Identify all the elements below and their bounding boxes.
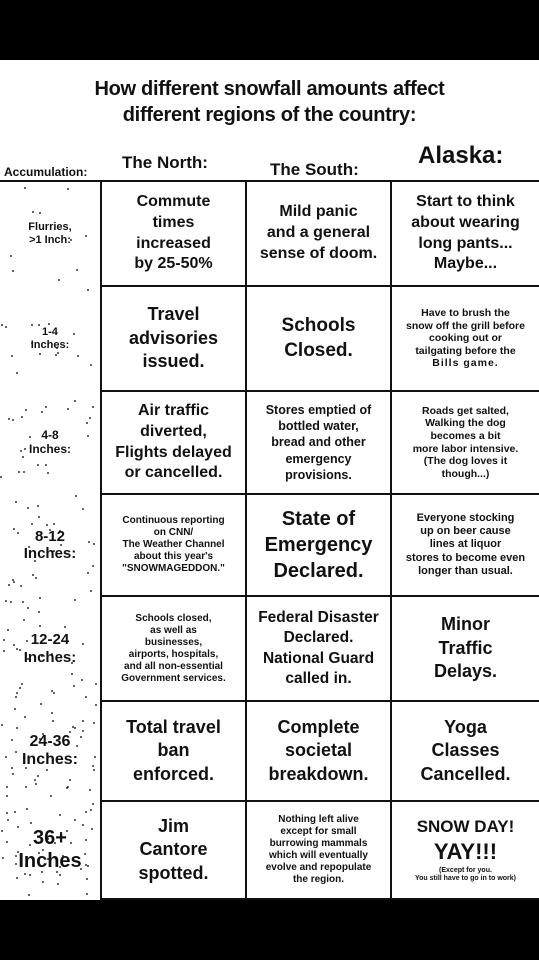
cell-line: ban xyxy=(157,740,190,761)
accumulation-label xyxy=(0,802,100,898)
cell-line: Declared. xyxy=(273,560,364,582)
cell-line: provisions. xyxy=(285,467,352,482)
cell-line: Total travel xyxy=(126,716,221,737)
accumulation-text xyxy=(29,429,71,457)
accumulation-label xyxy=(0,597,100,700)
cell-text xyxy=(266,402,372,483)
cell-line: becomes a bit xyxy=(430,429,501,442)
cell-line: the region. xyxy=(292,874,345,885)
cell-line: Start to think xyxy=(416,192,515,210)
cell-line: YAY!!! xyxy=(433,839,498,865)
cell-text xyxy=(420,716,510,786)
cell-text xyxy=(115,401,231,484)
cell-south xyxy=(247,802,390,898)
cell-text xyxy=(413,405,519,481)
cell-north xyxy=(102,287,245,390)
cell-line: Bills game. xyxy=(432,357,499,370)
accumulation-line: Inches: xyxy=(28,441,71,456)
cell-text xyxy=(415,816,516,883)
cell-alaska xyxy=(392,802,539,898)
cell-line: Continuous reporting xyxy=(122,515,225,526)
cell-north xyxy=(102,182,245,285)
header-alaska: Alaska: xyxy=(418,142,504,169)
cell-line: sense of doom. xyxy=(259,244,378,262)
cell-line: Yoga xyxy=(444,716,487,737)
cell-line: and all non-essential xyxy=(124,660,223,672)
cell-line: breakdown. xyxy=(268,763,369,784)
cell-text xyxy=(258,608,379,689)
cell-line: except for small xyxy=(280,826,357,837)
cell-line: called in. xyxy=(285,669,352,687)
accumulation-line: 4-8 xyxy=(41,427,59,442)
cell-line: You still have to go in to work) xyxy=(415,875,516,883)
accumulation-label xyxy=(0,392,100,493)
accumulation-text xyxy=(24,528,77,563)
accumulation-label xyxy=(0,702,100,800)
cell-line: cooking out or xyxy=(429,332,502,345)
cell-alaska xyxy=(392,597,539,700)
cell-line: enforced. xyxy=(132,763,214,784)
cell-line: spotted. xyxy=(138,862,209,883)
cell-line: which will eventually xyxy=(269,850,368,861)
cell-line: airports, hospitals, xyxy=(128,648,219,660)
cell-line: Federal Disaster xyxy=(258,609,379,627)
cell-line: issued. xyxy=(142,351,205,372)
accumulation-text xyxy=(31,326,70,351)
cell-line: Traffic xyxy=(438,637,493,658)
cell-alaska xyxy=(392,392,539,493)
cell-text xyxy=(406,512,525,578)
cell-alaska xyxy=(392,702,539,800)
cell-line: evolve and repopulate xyxy=(265,862,372,873)
cell-south xyxy=(247,495,390,595)
cell-text xyxy=(434,613,497,683)
accumulation-line: >1 Inch: xyxy=(29,233,71,246)
accumulation-label xyxy=(0,287,100,390)
cell-text xyxy=(260,202,377,264)
cell-line: Travel xyxy=(147,304,200,325)
cell-line: up on beer cause xyxy=(420,525,511,538)
cell-alaska xyxy=(392,182,539,285)
cell-line: Schools closed, xyxy=(135,612,212,624)
cell-north xyxy=(102,597,245,700)
accumulation-line: 24-36 xyxy=(29,732,71,750)
cell-line: Mild panic xyxy=(279,203,358,221)
cell-line: longer than usual. xyxy=(418,564,513,577)
cell-line: Commute xyxy=(136,192,211,210)
accumulation-line: Inches: xyxy=(23,648,77,666)
cell-line: Minor xyxy=(440,614,490,635)
accumulation-line: 8-12 xyxy=(34,527,65,545)
cell-line: about this year's xyxy=(133,551,214,562)
cell-line: lines at liquor xyxy=(429,538,502,551)
accumulation-line: 36+ xyxy=(33,827,67,849)
cell-line: on CNN/ xyxy=(153,527,194,538)
cell-north xyxy=(102,702,245,800)
meme-sheet xyxy=(0,60,539,900)
title-line-2: different regions of the country: xyxy=(122,104,417,126)
cell-text xyxy=(139,815,209,885)
cell-line: emergency xyxy=(285,451,352,466)
cell-line: Flights delayed xyxy=(115,443,232,461)
cell-line: as well as xyxy=(150,624,197,636)
cell-line: Cancelled. xyxy=(420,763,511,784)
cell-line: (Except for you. xyxy=(439,866,492,874)
cell-text xyxy=(268,716,368,786)
cell-north xyxy=(102,495,245,595)
cell-text xyxy=(406,307,525,370)
cell-line: Emergency xyxy=(264,534,373,556)
cell-north xyxy=(102,802,245,898)
header-accumulation: Accumulation: xyxy=(4,165,88,179)
cell-line: Delays. xyxy=(433,661,498,682)
accumulation-text xyxy=(24,631,77,666)
cell-line: times xyxy=(152,213,195,231)
row-divider xyxy=(100,898,539,900)
cell-line: long pants... xyxy=(418,234,513,252)
cell-line: Declared. xyxy=(283,629,354,647)
accumulation-text xyxy=(18,827,81,873)
cell-line: Have to brush the xyxy=(421,307,510,320)
cell-text xyxy=(129,303,218,373)
cell-line: Schools xyxy=(281,314,356,336)
accumulation-line: Inches xyxy=(18,850,82,872)
cell-line: more labor intensive. xyxy=(412,442,519,455)
cell-alaska xyxy=(392,287,539,390)
cell-line: burrowing mammals xyxy=(269,838,368,849)
cell-text xyxy=(134,192,212,275)
cell-south xyxy=(247,392,390,493)
cell-alaska xyxy=(392,495,539,595)
cell-line: though...) xyxy=(441,467,490,480)
accumulation-label xyxy=(0,182,100,285)
cell-line: Everyone stocking xyxy=(416,512,515,525)
cell-line: Roads get salted, xyxy=(422,404,509,417)
cell-line: Stores emptied of xyxy=(265,402,372,417)
accumulation-line: 1-4 xyxy=(42,325,58,338)
cell-line: stores to become even xyxy=(405,551,526,564)
cell-line: Air traffic xyxy=(137,401,210,419)
cell-line: Cantore xyxy=(139,839,208,860)
header-north: The North: xyxy=(122,153,208,172)
cell-south xyxy=(247,182,390,285)
cell-line: snow off the grill before xyxy=(405,319,525,332)
cell-text xyxy=(265,506,373,584)
cell-line: bottled water, xyxy=(278,419,359,434)
cell-line: increased xyxy=(136,234,211,252)
cell-line: "SNOWMAGEDDON." xyxy=(122,563,225,574)
cell-south xyxy=(247,287,390,390)
cell-south xyxy=(247,597,390,700)
cell-line: about wearing xyxy=(411,213,520,231)
cell-text xyxy=(411,192,519,275)
cell-line: Complete xyxy=(277,716,360,737)
accumulation-line: Inches: xyxy=(21,751,78,768)
cell-line: Walking the dog xyxy=(425,417,506,430)
cell-text xyxy=(126,716,221,786)
cell-line: and a general xyxy=(266,224,371,242)
cell-line: businesses, xyxy=(144,636,203,648)
cell-line: by 25-50% xyxy=(134,255,213,273)
accumulation-line: Flurries, xyxy=(28,220,72,233)
accumulation-text xyxy=(22,733,78,770)
cell-line: advisories xyxy=(128,327,219,348)
cell-line: State of xyxy=(281,508,356,530)
cell-line: Closed. xyxy=(284,339,353,361)
cell-line: National Guard xyxy=(262,649,375,667)
accumulation-line: 12-24 xyxy=(30,631,70,649)
cell-text xyxy=(122,515,225,575)
cell-north xyxy=(102,392,245,493)
cell-line: Classes xyxy=(431,740,500,761)
header-south: The South: xyxy=(270,160,359,179)
cell-line: The Weather Channel xyxy=(122,539,225,550)
accumulation-text xyxy=(28,221,71,246)
cell-text xyxy=(121,613,226,685)
accumulation-line: Inches: xyxy=(30,338,70,351)
accumulation-label xyxy=(0,495,100,595)
cell-line: SNOW DAY! xyxy=(416,817,515,837)
cell-line: Government services. xyxy=(121,672,226,684)
page-title xyxy=(0,76,539,128)
cell-line: Maybe... xyxy=(433,255,498,273)
cell-text xyxy=(266,814,372,886)
cell-line: Jim xyxy=(157,815,190,836)
cell-line: tailgating before the xyxy=(415,344,516,357)
accumulation-line: Inches: xyxy=(23,545,77,562)
cell-line: bread and other xyxy=(271,435,366,450)
cell-line: (The dog loves it xyxy=(423,455,508,468)
title-line-1: How different snowfall amounts affect xyxy=(94,78,445,100)
cell-line: or cancelled. xyxy=(124,464,223,482)
cell-south xyxy=(247,702,390,800)
cell-text xyxy=(282,314,356,363)
cell-line: diverted, xyxy=(140,422,207,440)
cell-line: Nothing left alive xyxy=(278,814,359,825)
cell-line: societal xyxy=(284,740,353,761)
